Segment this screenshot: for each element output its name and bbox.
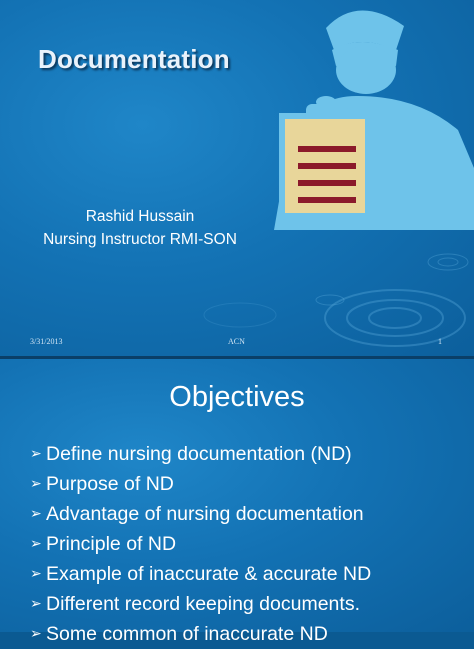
slide-title: Documentation bbox=[38, 44, 230, 74]
arrow-bullet-icon: ➢ bbox=[30, 535, 42, 551]
objectives-list bbox=[30, 438, 371, 648]
bullet-text: Example of inaccurate & accurate ND bbox=[46, 563, 372, 585]
nurse-with-clipboard-icon bbox=[268, 0, 474, 230]
bullet-text: Advantage of nursing documentation bbox=[46, 503, 364, 525]
author-name: Rashid Hussain bbox=[85, 208, 195, 225]
bullet-text: Principle of ND bbox=[46, 533, 177, 555]
arrow-bullet-icon: ➢ bbox=[30, 505, 42, 521]
list-item bbox=[30, 528, 371, 558]
list-item bbox=[30, 588, 371, 618]
author-role: Nursing Instructor RMI-SON bbox=[43, 231, 237, 248]
list-item bbox=[30, 438, 371, 468]
bullet-text: Different record keeping documents. bbox=[46, 593, 360, 615]
footer-date: 3/31/2013 bbox=[30, 337, 63, 346]
footer-label: ACN bbox=[228, 337, 245, 346]
slide-number: 1 bbox=[438, 337, 442, 346]
arrow-bullet-icon: ➢ bbox=[30, 565, 42, 581]
list-item bbox=[30, 558, 371, 588]
slide-title: Objectives bbox=[169, 381, 305, 413]
arrow-bullet-icon: ➢ bbox=[30, 595, 42, 611]
objectives-slide bbox=[0, 359, 474, 645]
list-item bbox=[30, 618, 371, 648]
arrow-bullet-icon: ➢ bbox=[30, 445, 42, 461]
list-item bbox=[30, 498, 371, 528]
list-item bbox=[30, 468, 371, 498]
bullet-text: Define nursing documentation (ND) bbox=[46, 443, 352, 465]
bullet-text: Some common of inaccurate ND bbox=[46, 623, 328, 645]
arrow-bullet-icon: ➢ bbox=[30, 625, 42, 641]
bullet-text: Purpose of ND bbox=[46, 473, 174, 495]
arrow-bullet-icon: ➢ bbox=[30, 475, 42, 491]
